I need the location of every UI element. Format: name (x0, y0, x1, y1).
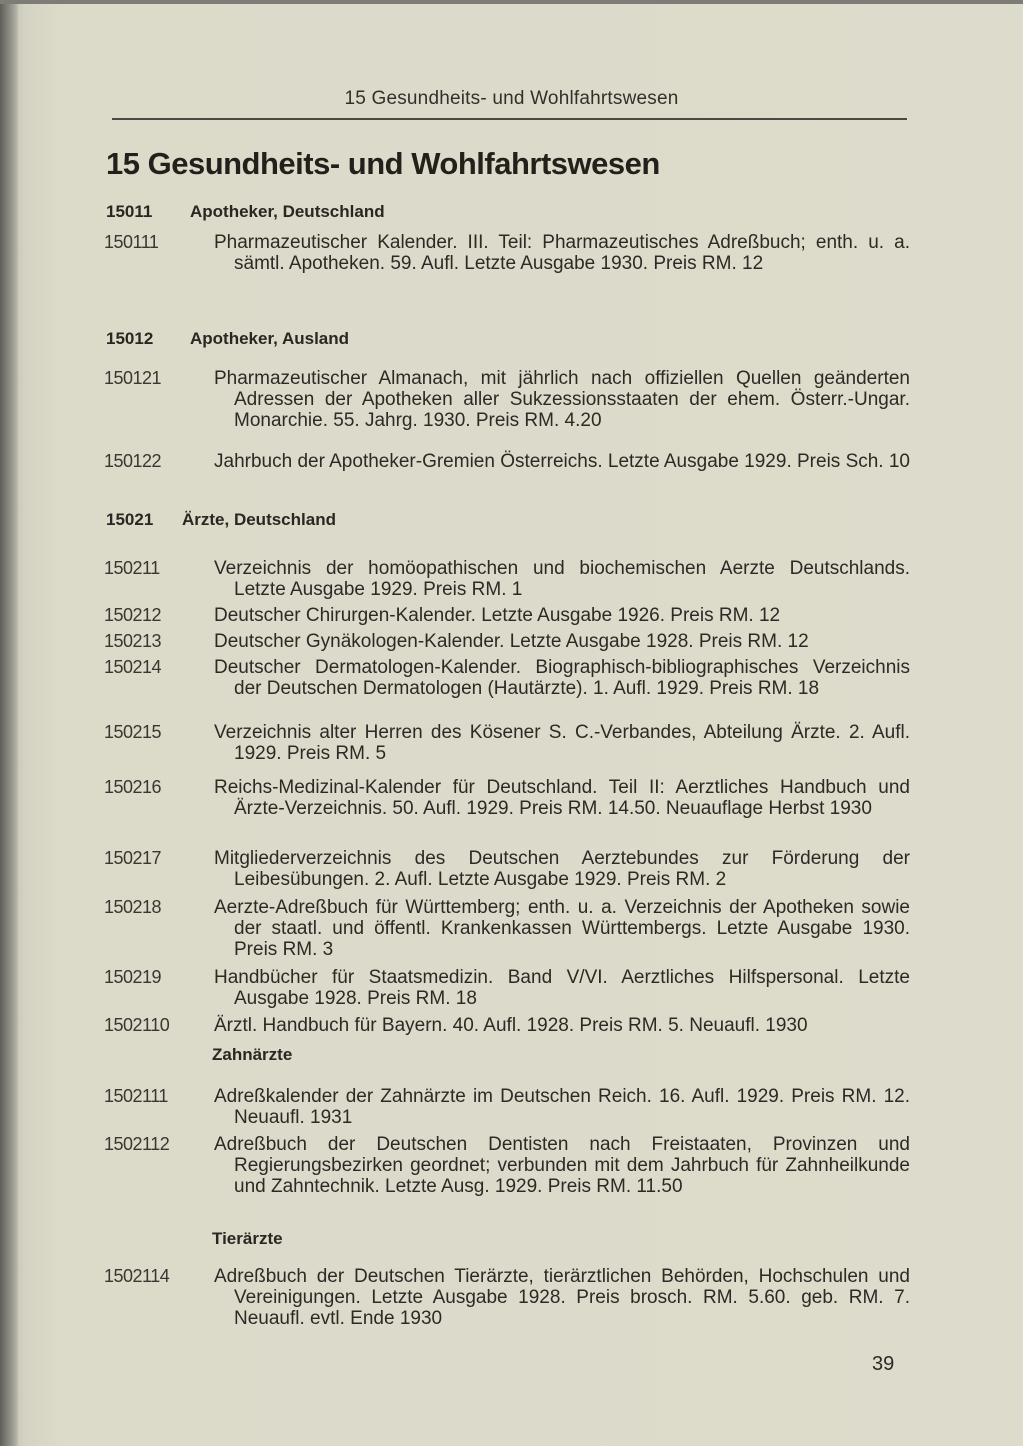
entry-text: Reichs-Medizinal-Kalender für Deutschland. Teil II: Aerztliches Handbuch und Ärzte-Verzeichnis. 50. Aufl. 1929. Preis RM. 14.50. Neuauflage Herbst 1930 (214, 777, 910, 819)
entry-code: 150216 (104, 777, 162, 797)
section-heading (106, 202, 385, 222)
entry-text: Deutscher Dermatologen-Kalender. Biographisch-bibliographisches Verzeichnis der Deutschen Dermatologen (Hautärzte). 1. Aufl. 1929. Preis RM. 18 (214, 657, 910, 699)
header-rule (112, 118, 907, 120)
entry-text: Adreßkalender der Zahnärzte im Deutschen Reich. 16. Aufl. 1929. Preis RM. 12. Neuaufl. 1931 (214, 1086, 910, 1128)
section-heading (106, 510, 336, 530)
entry-text: Jahrbuch der Apotheker-Gremien Österreichs. Letzte Ausgabe 1929. Preis Sch. 10 (214, 451, 910, 472)
section-number: 15011 (106, 202, 153, 221)
entry-code: 150212 (104, 605, 162, 625)
entry-code: 150121 (104, 368, 162, 388)
chapter-title: 15 Gesundheits- und Wohlfahrtswesen (106, 146, 660, 181)
section-number: 15012 (106, 329, 154, 348)
entry-code: 150219 (104, 967, 162, 987)
entry-code: 1502114 (104, 1266, 170, 1286)
entry-text: Pharmazeutischer Kalender. III. Teil: Pharmazeutisches Adreßbuch; enth. u. a. sämtl. Apotheken. 59. Aufl. Letzte Ausgabe 1930. Preis RM. 12 (214, 232, 910, 274)
entry-text: Deutscher Chirurgen-Kalender. Letzte Ausgabe 1926. Preis RM. 12 (214, 605, 781, 626)
section-number: 15021 (106, 510, 154, 529)
entry-text: Verzeichnis alter Herren des Kösener S. C.-Verbandes, Abteilung Ärzte. 2. Aufl. 1929. Preis RM. 5 (214, 722, 910, 764)
entry-text: Adreßbuch der Deutschen Tierärzte, tierärztlichen Behörden, Hochschulen und Vereinigungen. Letzte Ausgabe 1928. Preis brosch. RM. 5.60. geb. RM. 7. Neuaufl. evtl. Ende 1930 (214, 1266, 910, 1329)
section-heading (106, 329, 349, 349)
entry-code: 150211 (104, 558, 160, 578)
section-name: Apotheker, Ausland (190, 329, 350, 348)
running-head: 15 Gesundheits- und Wohlfahrtswesen (344, 88, 679, 109)
entry-code: 150214 (104, 657, 162, 677)
book-spine-shadow (0, 0, 18, 1446)
entry-text: Deutscher Gynäkologen-Kalender. Letzte Ausgabe 1928. Preis RM. 12 (214, 631, 809, 652)
section-name: Ärzte, Deutschland (182, 510, 336, 529)
entry-text: Handbücher für Staatsmedizin. Band V/VI. Aerztliches Hilfspersonal. Letzte Ausgabe 1928. Preis RM. 18 (214, 967, 910, 1009)
entry-code: 1502110 (104, 1015, 170, 1035)
subsection-heading: Tierärzte (212, 1229, 283, 1248)
entry-text: Verzeichnis der homöopathischen und biochemischen Aerzte Deutschlands. Letzte Ausgabe 1929. Preis RM. 1 (214, 558, 910, 600)
entry-code: 1502112 (104, 1134, 170, 1154)
entry-code: 150111 (104, 232, 159, 252)
entry-text: Pharmazeutischer Almanach, mit jährlich nach offiziellen Quellen geänderten Adressen der Apotheken aller Sukzessionsstaaten der ehem. Österr.-Ungar. Monarchie. 55. Jahrg. 1930. Preis RM. 4.20 (214, 368, 910, 431)
entry-text: Aerzte-Adreßbuch für Württemberg; enth. u. a. Verzeichnis der Apotheken sowie der staatl. und öffentl. Krankenkassen Württembergs. Letzte Ausgabe 1930. Preis RM. 3 (214, 897, 910, 960)
page-number: 39 (872, 1353, 895, 1375)
entry-code: 150217 (104, 848, 162, 868)
entry-text: Adreßbuch der Deutschen Dentisten nach Freistaaten, Provinzen und Regierungsbezirken geordnet; verbunden mit dem Jahrbuch für Zahnheilkunde und Zahntechnik. Letzte Ausg. 1929. Preis RM. 11.50 (214, 1134, 910, 1197)
entry-code: 150215 (104, 722, 162, 742)
entry-code: 1502111 (104, 1086, 168, 1106)
entry-text: Mitgliederverzeichnis des Deutschen Aerztebundes zur Förderung der Leibesübungen. 2. Aufl. Letzte Ausgabe 1929. Preis RM. 2 (214, 848, 910, 890)
section-name: Apotheker, Deutschland (190, 202, 385, 221)
subsection-heading: Zahnärzte (212, 1045, 293, 1064)
entry-code: 150122 (104, 451, 162, 471)
entry-text: Ärztl. Handbuch für Bayern. 40. Aufl. 1928. Preis RM. 5. Neuaufl. 1930 (214, 1015, 808, 1036)
page-top-edge (0, 0, 1023, 4)
entry-code: 150218 (104, 897, 162, 917)
entry-code: 150213 (104, 631, 162, 651)
